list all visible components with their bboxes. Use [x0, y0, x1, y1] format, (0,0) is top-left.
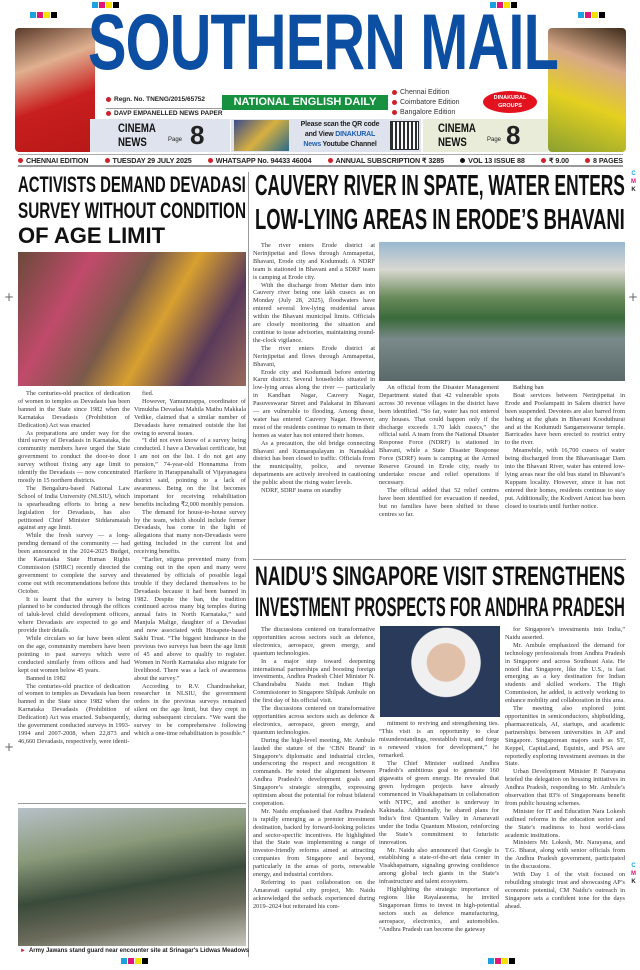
dinakural-groups-badge: DINAKURAL GROUPS [483, 91, 537, 113]
article-paragraph: Mr. Naidu also announced that Google is establishing a state-of-the-art data center in Visakhapatnam, signaling growing confidence among global tech giants in the State’s infrastructure and talent ecosystem. [379, 846, 499, 886]
column-divider [248, 172, 249, 957]
edition-info-bar: CHENNAI EDITION TUESDAY 29 JULY 2025 WHATSAPP No. 94433 46004 ANNUAL SUBSCRIPTION ₹ 3285 VOL 13 ISSUE 88 ₹ 9.00 8 PAGES [18, 154, 623, 167]
article-paragraph: During the high-level meeting, Mr. Ambule lauded the stature of the ‘CBN Brand’ in Singapore’s diplomatic and industrial circles, underscoring the respect and recognition it commands. He noted the alignment between Andhra Pradesh’s development goals and Singapore’s strategic strengths, expressing optimism about the potential for robust bilateral cooperation. [253, 736, 375, 807]
page-number: 8 [190, 120, 205, 150]
crosshair-mark: + [628, 290, 639, 304]
article-paragraph: “I did not even know of a survey being conducted. I have a Devadasi certificate, but I am not on the list. I do not get any pension,” 74-year-old Honnamma from Harikere in Harappanahalli of Vijayanagara district said, pointing to a lack of awareness. Being on the list becomes important for receiving rehabilitation benefits including ₹2,000 monthly pension. [134, 437, 246, 508]
cinema-news-promo-left[interactable] [90, 119, 230, 152]
article-paragraph: The Chief Minister outlined Andhra Pradesh’s ambitious goal to generate 160 gigawatts of green energy. He revealed that green hydrogen projects have already commenced in Visakhapatnam in collaboration with NTPC, and another is underway in Kakinada. Additionally, he shared plans for India’s first Quantum Valley in Amaravati under the India Quantum Mission, reinforcing the State’s commitment to futuristic innovation. [379, 759, 499, 846]
crosshair-mark: + [4, 290, 15, 304]
article-paragraph: While the fresh survey — a long-pending demand of the community — had been announced in the 2024-2025 Budget, the Karnataka State Human Rights Commission (SHRC) recently directed the government to complete the survey and come out with recommendations before this October. [18, 532, 130, 595]
article-paragraph: fied. [142, 390, 154, 397]
article-paragraph: It is learnt that the survey is being planned to be conducted through the offices of taluk-level child development officers, where Devadasis are expected to go and provide their details. [18, 595, 130, 635]
edition-coimbatore: Coimbatore Edition [392, 98, 460, 107]
cauvery-column-1 [253, 242, 375, 556]
article-paragraph: Minister for IT and Education Nara Lokesh outlined reforms in the education sector and the State’s readiness to host world-class academic institutions. [505, 807, 625, 839]
cinema-news-promo-right[interactable] [423, 119, 548, 152]
naidu-column-1 [253, 626, 375, 954]
actress-photo-left [15, 28, 95, 152]
article-paragraph: With Day 1 of the visit focused on rebuilding strategic trust and showcasing AP’s economic potential, CM Naidu’s outreach in Singapore sets a confident tone for the days ahead. [505, 871, 625, 910]
edition-bangalore: Bangalore Edition [392, 108, 455, 117]
naidu-column-2 [379, 720, 499, 954]
article-paragraph: The river enters Erode district at Nerinjipettai and flows through Ammapettai, Bhavani, [253, 344, 375, 368]
photo-caption: ► Army Jawans stand guard near encounter site at Srinagar's Lidwas Meadows [20, 948, 250, 954]
article-paragraph: The official added that 52 relief centres have been identified for evacuation if needed, but no families have been shifted to these centres so far. [379, 486, 499, 518]
section-divider [253, 559, 626, 560]
devadasi-column-2 [134, 390, 246, 800]
article-paragraph: The meeting also explored joint opportunities in semiconductors, shipbuilding, pharmaceuticals, AI, startups, and academic partnerships between universities in AP and Singapore. Singaporean majors such as ST, Keppel, CapitaLand, Equinix, and PSA are reportedly exploring investment avenues in the State. [505, 705, 625, 768]
cmyk-marker: C M K [631, 863, 636, 885]
article-paragraph: mitment to reviving and strengthening ties. “This visit is an opportunity to clear misunderstandings, reestablish trust, and forge a renewed vision for development,” he remarked. [379, 720, 499, 759]
section-divider [18, 803, 246, 804]
article-paragraph: The centuries-old practice of dedication of women to temples as Devadasis has been banned in the State since 1982 when the Karnataka Devadasis (Prohibition of Dedication) Act was enacted. Subsequently, the government conducted surveys in 1993-1994 and 2007-2008, when 22,873 and 46,660 Devadasis, respectively, were identi- [18, 682, 130, 745]
article-paragraph: Ministers Mr. Lokesh, Mr. Narayana, and T.G. Bharat, along with senior officials from the Andhra Pradesh government, participated in the discussions. [505, 839, 625, 871]
article-paragraph: for Singapore’s investments into India,” Naidu asserted. [505, 626, 625, 641]
devadasi-headline: ACTIVISTS DEMAND DEVADASI SURVEY WITHOUT CONDITION OF AGE LIMIT [18, 172, 246, 248]
cinema-label: CINEMA NEWS [118, 121, 156, 149]
cauvery-column-3 [505, 384, 625, 556]
crosshair-mark: + [4, 740, 15, 754]
devadasi-column-1 [18, 390, 130, 800]
article-paragraph: The Bengaluru-based National Law School of India University (NLSIU), which is spearheading efforts to bring a new legislation for Devadasis, has also petitioned Chief Minister Siddaramaiah against any age limit. [18, 484, 130, 532]
article-paragraph: Banned in 1982 [26, 674, 66, 682]
naidu-column-3 [505, 626, 625, 954]
article-paragraph: An official from the Disaster Management Department stated that 42 vulnerable spots across 30 revenue villages in the district have been identified. “So far, water has not entered any houses. That could happen only if the discharge exceeds 1.70 lakh cusecs,” the official said. A team from the National Disaster Response Force (NDRF) is stationed in Bhavani, while a State Disaster Response Force (SDRF) team is camping at the Armed Reserve Ground in Erode city, ready to undertake rescue and relief operations if necessary. [379, 384, 499, 486]
article-paragraph: Highlighting the strategic importance of regions like Rayalaseema, he invited Singaporean firms to invest in high-potential sectors such as defence manufacturing, aerospace, electronics, and automobiles. “Andhra Pradesh can become the gateway [379, 886, 499, 933]
tagline-banner: NATIONAL ENGLISH DAILY [222, 95, 388, 110]
article-paragraph: As preparations are under way for the third survey of Devadasis in Karnataka, the community members have urged the State government to conduct the door-to door survey without fixing any age limit to identify the Devadasis — now concentrated mostly in 15 northern districts. [18, 429, 130, 484]
channel-thumbnail [234, 120, 289, 151]
article-paragraph: “Earlier, stigma prevented many from coming out in the open and many were threatened by officials of possible legal trouble if they declared themselves to be Devadasis because it had been banned in 1982. Despite the ban, the tradition continued across many big temples during annual fairs in North Karnataka,” said Manjula Malige, daughter of a Devadasi and now associated with Hosapete-based Sakhi Trust. “The biggest hindrance in the previous two surveys has been the age limit of 45 and above to qualify to register. Women in North Karnataka also migrate for livelihood. There was a lack of awareness about the survey.” [134, 556, 246, 682]
article-paragraph: Mr. Naidu emphasised that Andhra Pradesh is rapidly emerging as a premier investment destination, backed by forward-looking policies and sector-specific incentives. He highlighted that the State was implementing a range of investor-friendly reforms aimed at attracting companies from Singapore and beyond, particularly in the areas of ports, renewable energy, and industrial corridors. [253, 807, 375, 879]
color-registration-mark [121, 958, 148, 964]
youtube-qr-promo[interactable] [231, 119, 421, 152]
color-registration-mark [30, 12, 57, 18]
article-paragraph: Meanwhile, with 16,700 cusecs of water being discharged from the Bhavanisagar Dam into the Bhavani River, water has entered low-lying areas near the old bus stand in Bhavani’s Kuppam locality. However, since it has not entered their homes, residents continue to stay put. Additionally, the Kodiveri Anicut has been closed to tourists until further notice. [505, 447, 625, 510]
article-paragraph: Bathing ban [513, 384, 544, 391]
qr-promo-text: Please scan the QR code and View DINAKURAL News Youtube Channel [300, 121, 380, 148]
newspaper-logo: SOUTHERN MAIL [88, 0, 558, 87]
article-paragraph: NDRF, SDRF teams on standby [261, 487, 342, 495]
article-paragraph: Mr. Ambule emphasized the demand for technology professionals from Andhra Pradesh in Singapore and across Southeast Asia. He noted that Singapore, like the U.S., is fast emerging as a key destination for Indian students and skilled workers. The High Commission, he added, is actively working to enhance mobility and collaboration in this area. [505, 641, 625, 705]
article-paragraph: Referring to past collaboration on the Amaravati capital city project, Mr. Naidu acknowledged the setback experienced during 2019–2024 but reiterated his com- [253, 879, 375, 910]
registration-number: Regn. No. TNENG/2015/65752 [106, 96, 205, 103]
article-paragraph: Urban Development Minister P. Narayana briefed the delegation on housing initiatives in Andhra Pradesh, responding to Mr. Ambule’s observation that 83% of Singaporeans benefit from public housing schemes. [505, 768, 625, 807]
article-paragraph: Erode city and Kodumudi before entering Karur district. Several households situated in low-lying areas along the river — particularly in Kandhan Nagar, Cauvery Nagar, Pasuveswarar Street and Palakarai in Bhavani — are vulnerable to flooding. Among these, water has entered Cauvery Nagar. However, most of the residents continue to remain in their homes as water has not entered their homes. [253, 368, 375, 439]
article-paragraph: The discussions centered on transformative opportunities across sectors such as defence, electronics, aerospace, green energy, and quantum technologies. [253, 626, 375, 657]
actress-photo-right [548, 28, 626, 152]
cmyk-marker: C M K [631, 171, 636, 193]
article-paragraph: With the discharge from Mettur dam into Cauvery river being one lakh cusecs as on Monday (July 28, 2025), floodwaters have entered several low-lying residential areas within the Bhavani municipal limits. Officials are closely monitoring the situation and continue to issue advisories, maintaining round-the-clock vigilance. [253, 281, 375, 344]
page-label: Page [487, 137, 502, 143]
edition-chennai: Chennai Edition [392, 88, 449, 97]
devadasi-women-photo [18, 252, 246, 386]
cauvery-headline: CAUVERY RIVER IN SPATE, WATER ENTERS LOW-LYING AREAS IN ERODE’S BHAVANI [255, 170, 625, 236]
page-number: 8 [506, 120, 521, 150]
article-paragraph: The demand for house-to-house survey by the team, which should include former Devadasis, has come in the light of allegations that many non-Devadasis were getting included in the current list and receiving benefits. [134, 508, 246, 556]
color-registration-mark [488, 958, 515, 964]
army-jawans-photo [18, 808, 246, 946]
article-paragraph: The discussions centered on transformative opportunities across sectors such as defence & electronics, aerospace, green energy, and quantum technologies. [253, 705, 375, 736]
article-paragraph: As a precaution, the old bridge connecting Bhavani and Kumarapalayam in Namakkal district has been closed to traffic. Officials from the municipality, police, and revenue departments are actively involved in cautioning the public about the rising water levels. [253, 439, 375, 487]
flooded-river-photo [379, 242, 625, 381]
article-paragraph: While circulars so far have been silent on the age, community members have been pointing to past surveys which were conducted similarly from offices and had kept out women below 45 years. [18, 635, 130, 674]
qr-code[interactable] [391, 122, 418, 149]
cinema-label: CINEMA NEWS [438, 121, 476, 149]
color-registration-mark [578, 12, 605, 18]
article-paragraph: In a major step toward deepening international partnerships and boosting foreign investments, Andhra Pradesh Chief Minister N. Chandrababu Naidu met Indian High Commissioner to Singapore Shilpak Ambule on the first day of his official visit. [253, 657, 375, 705]
cauvery-column-2 [379, 384, 499, 556]
page-label: Page [168, 137, 183, 143]
article-paragraph: The river enters Erode district at Nerinjipettai and flows through Ammapettai, Bhavani, Erode city and Kodumudi. A NDRF team is stationed in Bhavani and a SDRF team is camping at Erode city. [253, 242, 375, 281]
article-paragraph: Boat services between Nerinjipettai in Erode and Poolampatti in Salem district have been suspended. Devotees are also barred from bathing at the ghats in Bhavani Kooduthurai and at the Kodumudi Sangameswarar temple. Barricades have been erected to restrict entry to the river. [505, 391, 625, 447]
article-paragraph: The centuries-old practice of dedication of women to temples as Devadasis has been banned in the State since 1982 when the Karnataka Devadasis (Prohibition of Dedication) Act was enacted [18, 390, 130, 429]
chandrababu-naidu-photo [380, 626, 500, 717]
article-paragraph: However, Yamunurappa, coordinator of Vimuktha Devadasi Mahila Mathu Makkala Vedike, claimed that a similar number of Devadasis have remained outside the list owing to several issues. [134, 397, 246, 437]
davp-label: DAVP EMPANELLED NEWS PAPER [106, 108, 223, 117]
naidu-headline: NAIDU’S SINGAPORE VISIT STRENGTHENS INVESTMENT PROSPECTS FOR ANDHRA PRADESH [255, 561, 626, 622]
article-paragraph: According to R.V. Chandrashekar, researcher in NLSIU, the government orders in the previous surveys remained silent on the age limit, but they crept in during subsequent circulars. “We want the survey to be comprehensive following which a one-time rehabilitation is possible.” [134, 682, 246, 737]
